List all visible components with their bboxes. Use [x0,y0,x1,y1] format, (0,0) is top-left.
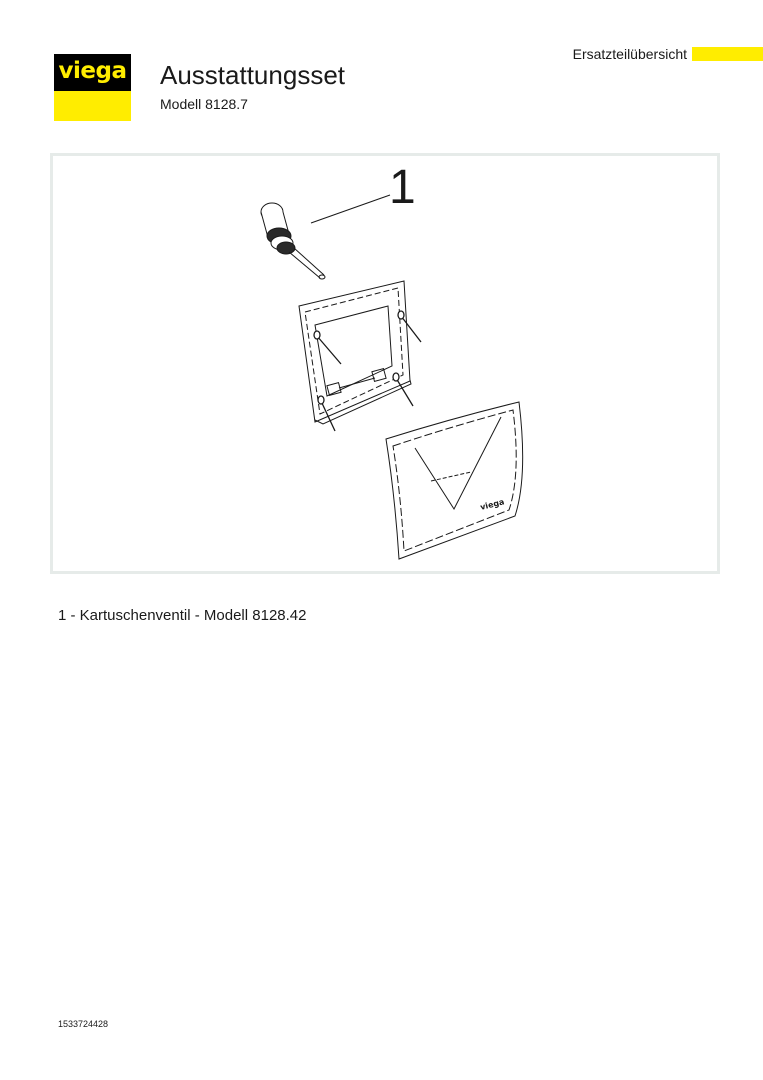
parts-legend [58,606,306,626]
exploded-view-drawing [50,153,720,574]
callout-number: 1 [389,161,416,214]
cartridge-valve-illustration [261,203,325,279]
callout-leader-line [311,195,390,223]
document-type-bar [692,47,763,61]
document-type-label: Ersatzteilübersicht [572,46,687,62]
exploded-view-illustration [53,156,717,571]
page-title: Ausstattungsset [160,60,345,90]
viega-logo [54,54,131,121]
document-number: 1533724428 [58,1019,109,1029]
logo-yellow-band [54,91,131,121]
logo-wordmark: viega [58,58,127,84]
model-subtitle: Modell 8128.7 [160,96,248,112]
legend-item: 1 - Kartuschenventil - Modell 8128.42 [58,607,307,624]
plate-logo-text: viega [479,497,506,512]
actuator-plate-illustration [386,402,523,559]
mounting-frame-illustration [299,281,411,424]
